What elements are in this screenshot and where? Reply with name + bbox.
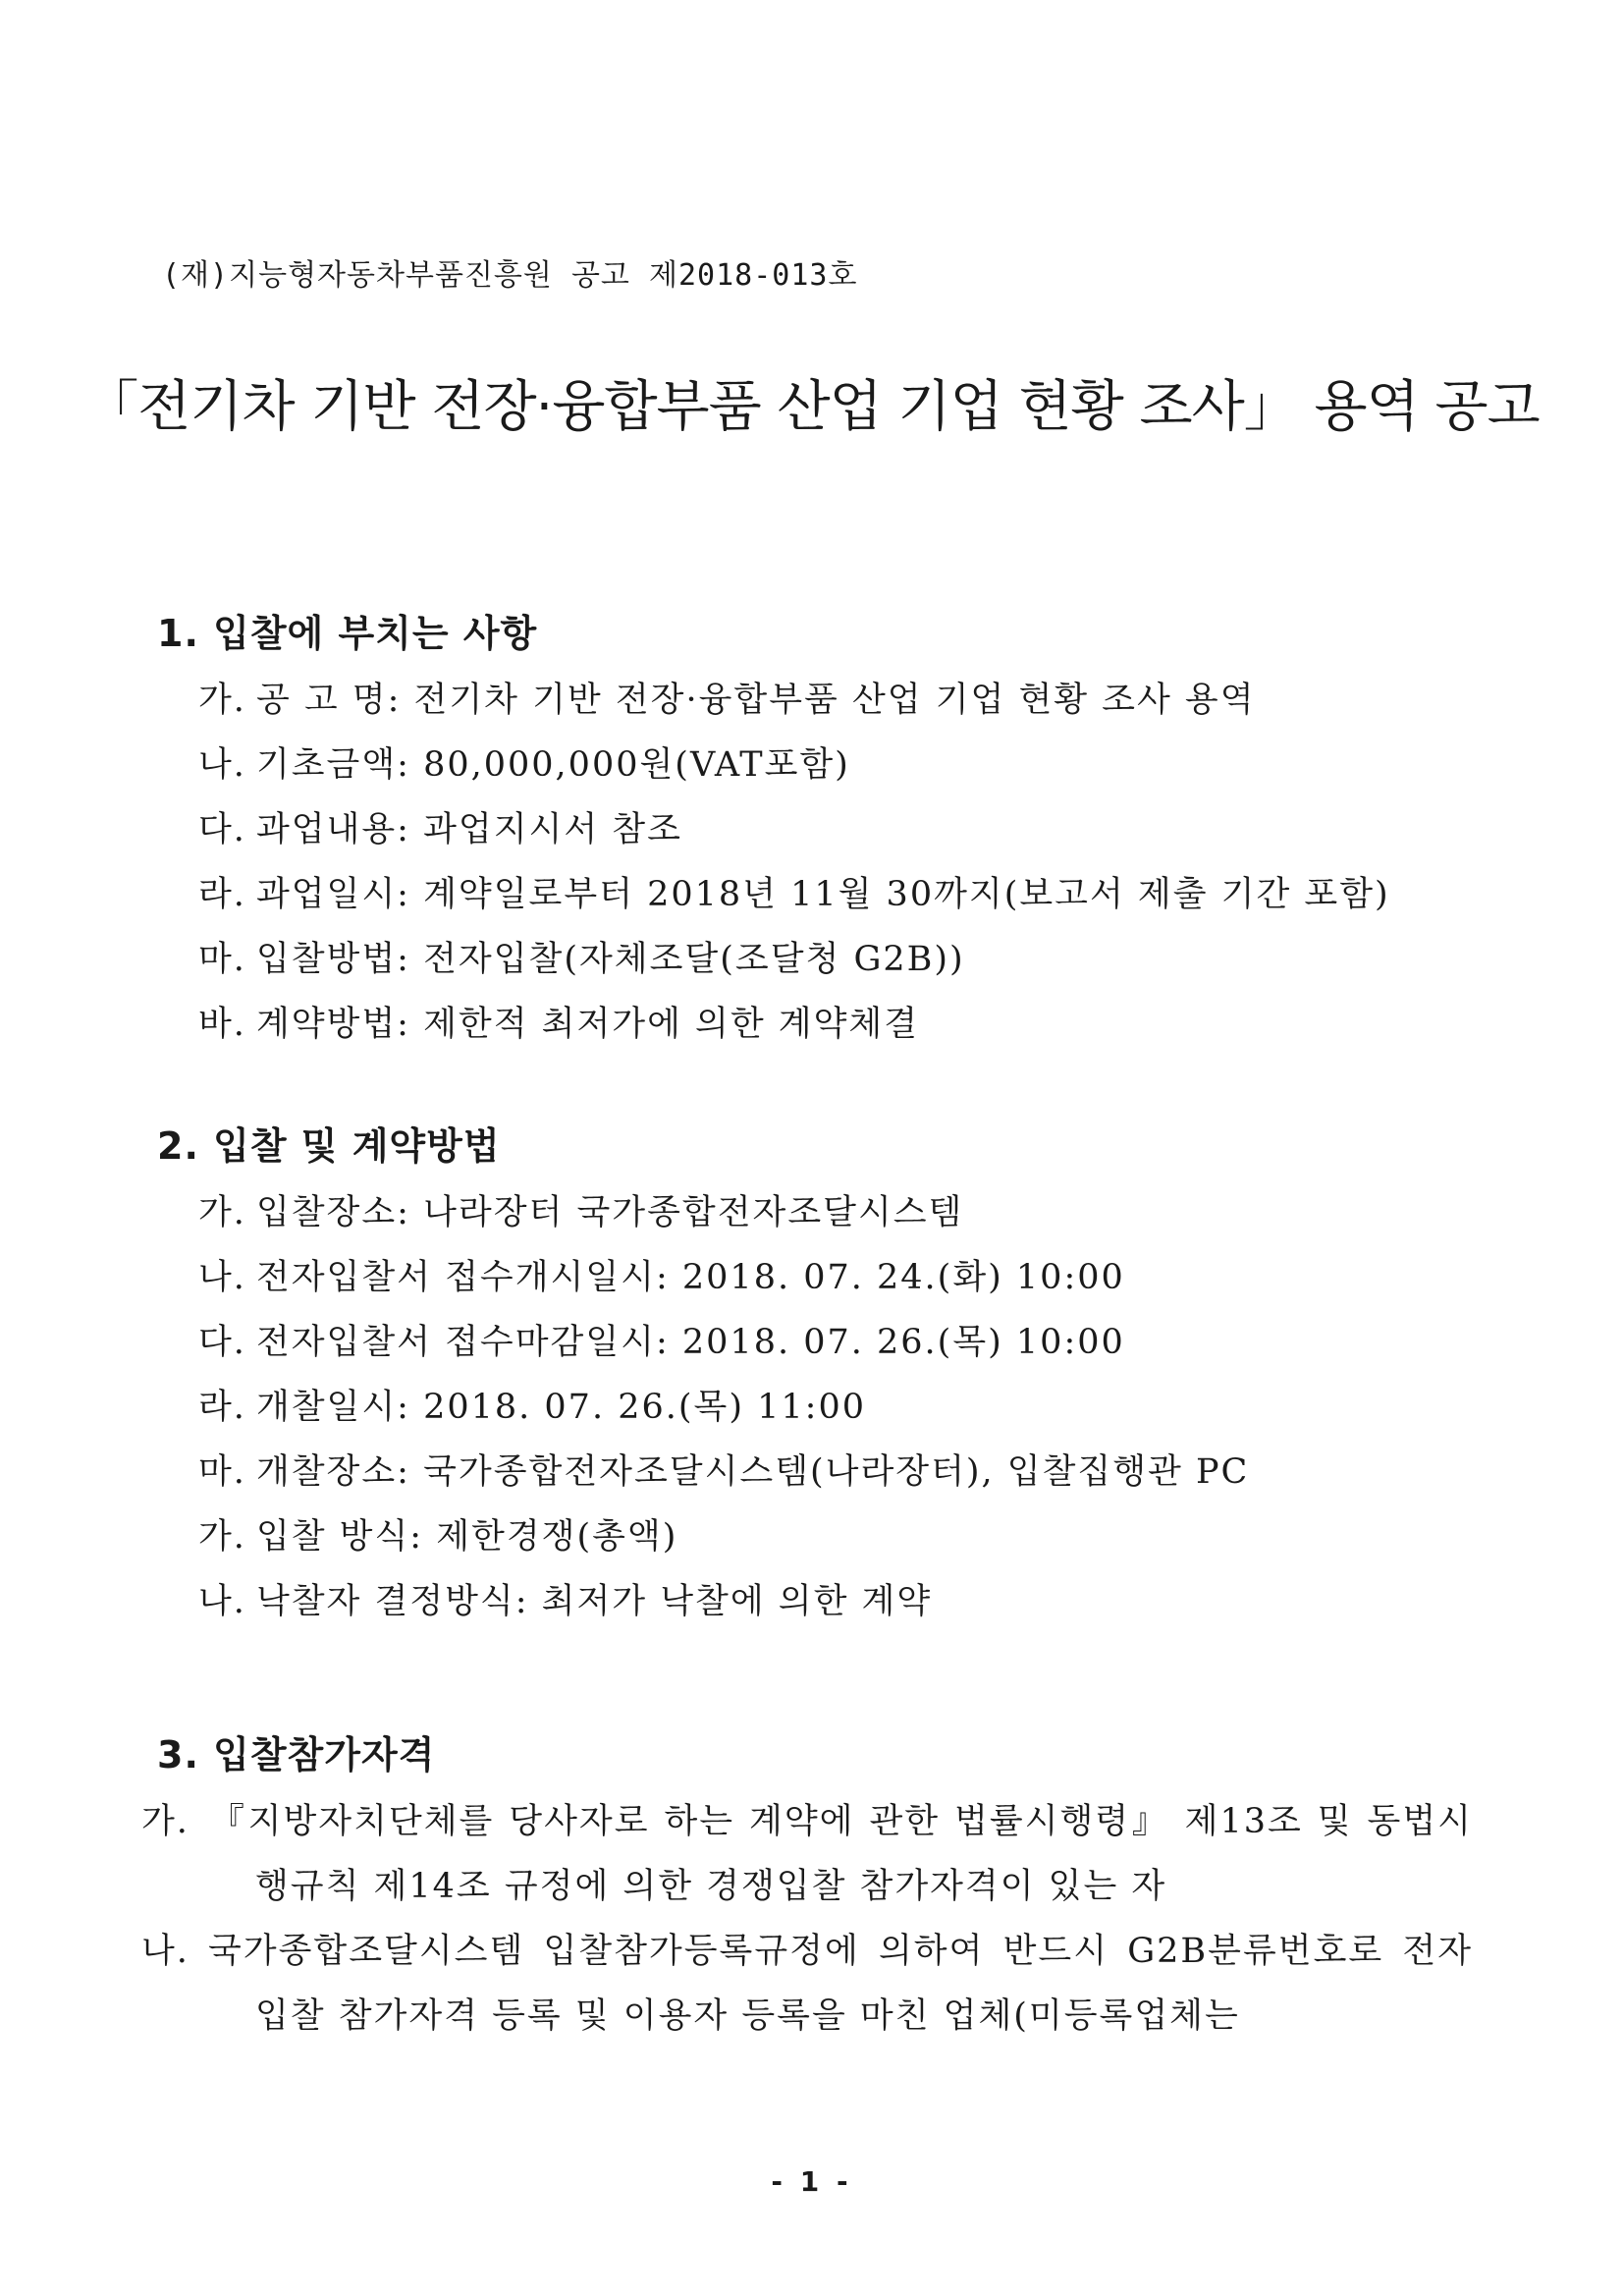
notice-number: (재)지능형자동차부품진흥원 공고 제2018-013호	[162, 258, 858, 293]
item-text: 전자입찰서 접수개시일시: 2018. 07. 24.(화) 10:00	[255, 1258, 1125, 1297]
page-number: - 1 -	[771, 2165, 852, 2198]
item-marker: 나.	[198, 745, 246, 785]
item-marker: 마.	[198, 1452, 246, 1492]
item-text: 입찰 방식: 제한경쟁(총액)	[255, 1517, 678, 1557]
document-title: 「전기차 기반 전장·융합부품 산업 기업 현황 조사」 용역 공고	[83, 375, 1540, 439]
item-text: 낙찰자 결정방식: 최저가 낙찰에 의한 계약	[255, 1582, 933, 1621]
list-item	[157, 1180, 1473, 1245]
section-bid-and-contract-method	[157, 1112, 1473, 1634]
list-item	[157, 733, 1473, 797]
item-text: 전자입찰서 접수마감일시: 2018. 07. 26.(목) 10:00	[255, 1323, 1125, 1362]
list-item	[157, 862, 1473, 927]
list-item	[157, 927, 1473, 992]
item-marker: 가.	[198, 681, 246, 720]
list-item	[157, 668, 1473, 733]
item-marker: 라.	[198, 875, 246, 914]
list-item: 가. 『지방자치단체를 당사자로 하는 계약에 관한 법률시행령』 제13조 및 동법시행규칙 제14조 규정에 의한 경쟁입찰 참가자격이 있는 자	[141, 1802, 1473, 1906]
item-marker: 가.	[198, 1517, 246, 1557]
list-item	[157, 992, 1473, 1057]
item-marker: 마.	[198, 940, 246, 979]
list-item: 나. 국가종합조달시스템 입찰참가등록규정에 의하여 반드시 G2B분류번호로 전자입찰 참가자격 등록 및 이용자 등록을 마친 업체(미등록업체는	[141, 1932, 1473, 2036]
section-heading: 3. 입찰참가자격	[157, 1733, 436, 1777]
item-marker: 나.	[198, 1582, 246, 1621]
item-marker: 바.	[198, 1005, 246, 1044]
list-item	[157, 1310, 1473, 1375]
item-text: 기초금액: 80,000,000원(VAT포함)	[255, 745, 850, 785]
list-item	[157, 1440, 1473, 1504]
list-item	[157, 1504, 1473, 1569]
item-marker: 라.	[198, 1388, 246, 1427]
item-text: 공 고 명: 전기차 기반 전장·융합부품 산업 기업 현황 조사 용역	[255, 681, 1256, 720]
list-item	[157, 1245, 1473, 1310]
item-text: 국가종합조달시스템 입찰참가등록규정에 의하여 반드시 G2B분류번호로 전자입찰 참가자격 등록 및 이용자 등록을 마친 업체(미등록업체는	[208, 1932, 1473, 2036]
section-heading: 2. 입찰 및 계약방법	[157, 1124, 501, 1168]
item-text: 개찰장소: 국가종합전자조달시스템(나라장터), 입찰집행관 PC	[255, 1452, 1250, 1492]
item-marker: 나.	[198, 1258, 246, 1297]
item-text: 과업일시: 계약일로부터 2018년 11월 30까지(보고서 제출 기간 포함)	[255, 875, 1390, 914]
section-bidding-items	[157, 599, 1473, 1057]
section-bid-qualification	[141, 1721, 1473, 2049]
item-text: 입찰장소: 나라장터 국가종합전자조달시스템	[255, 1193, 964, 1232]
item-text: 개찰일시: 2018. 07. 26.(목) 11:00	[255, 1388, 866, 1427]
list-item	[157, 1569, 1473, 1634]
list-item	[157, 1375, 1473, 1440]
item-marker: 가.	[198, 1193, 246, 1232]
item-marker: 다.	[198, 1323, 246, 1362]
item-marker: 다.	[198, 810, 246, 849]
item-text: 계약방법: 제한적 최저가에 의한 계약체결	[255, 1005, 920, 1044]
section-heading: 1. 입찰에 부치는 사항	[157, 612, 538, 655]
item-text: 입찰방법: 전자입찰(자체조달(조달청 G2B))	[255, 940, 965, 979]
list-item	[157, 797, 1473, 862]
item-text: 『지방자치단체를 당사자로 하는 계약에 관한 법률시행령』 제13조 및 동법시행규칙 제14조 규정에 의한 경쟁입찰 참가자격이 있는 자	[208, 1802, 1473, 1906]
item-text: 과업내용: 과업지시서 참조	[255, 810, 682, 849]
